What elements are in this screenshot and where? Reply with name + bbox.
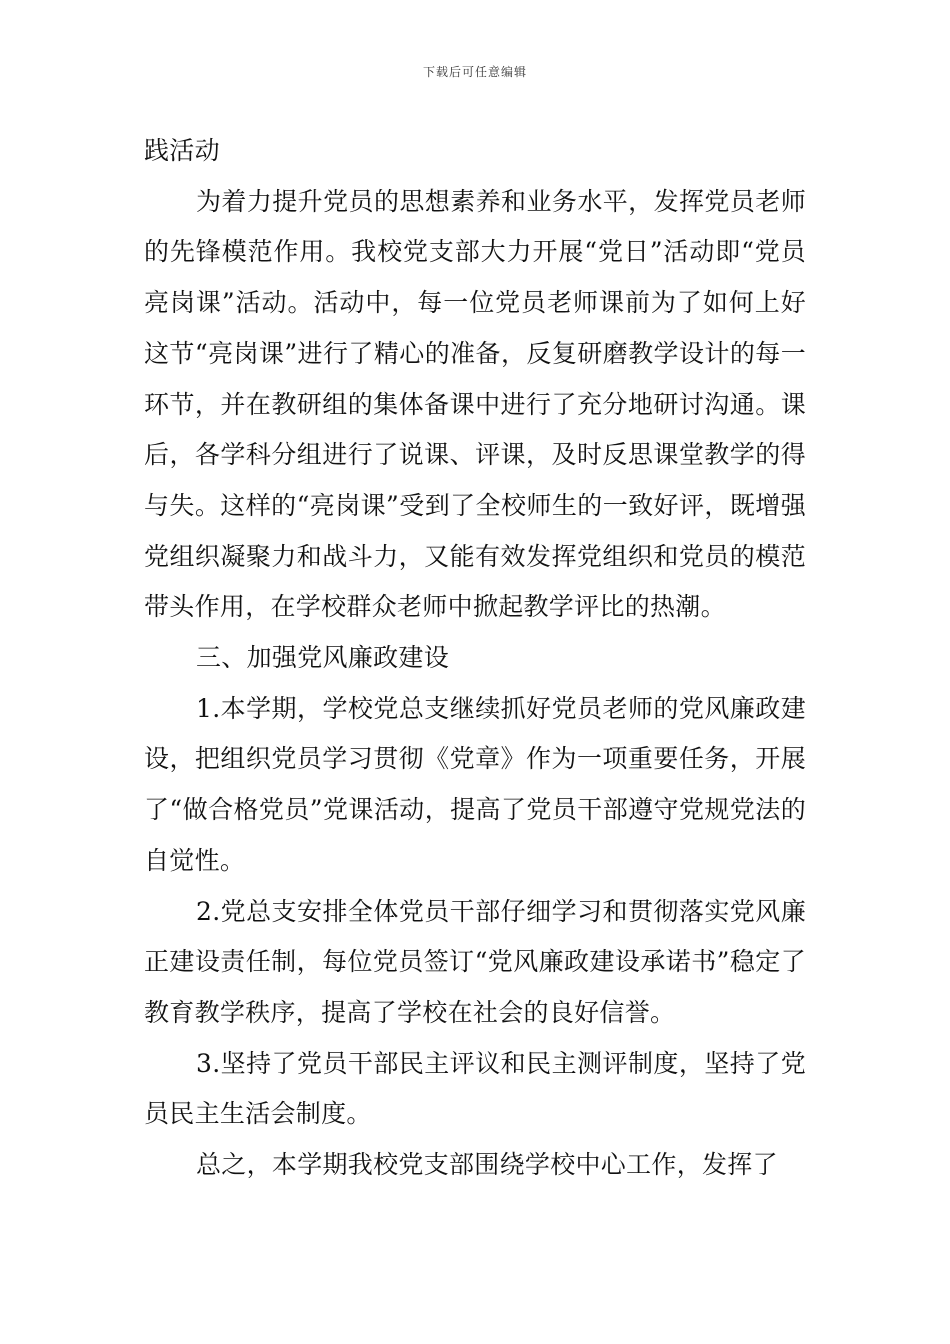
paragraph-continuation: 践活动 [144, 136, 220, 165]
paragraph-party-day-activity: 为着力提升党员的思想素养和业务水平，发挥党员老师的先锋模范作用。我校党支部大力开展“党日”活动即“党员亮岗课”活动。活动中，每一位党员老师课前为了如何上好这节“亮岗课”进行了精心的准备，反复研磨教学设计的每一环节，并在教研组的集体备课中进行了充分地研讨沟通。课后，各学科分组进行了说课、评课，及时反思课堂教学的得与失。这样的“亮岗课”受到了全校师生的一致好评，既增强党组织凝聚力和战斗力，又能有效发挥党组织和党员的模范带头作用，在学校群众老师中掀起教学评比的热潮。 [144, 186, 806, 622]
section-heading-integrity: 三、加强党风廉政建设 [196, 643, 450, 673]
document-body [144, 126, 806, 1191]
paragraph-item-3: 3.坚持了党员干部民主评议和民主测评制度，坚持了党员民主生活会制度。 [144, 1048, 806, 1129]
page-header-note: 下载后可任意编辑 [422, 65, 527, 79]
paragraph-item-2: 2.党总支安排全体党员干部仔细学习和贯彻落实党风廉正建设责任制，每位党员签订“党风廉政建设承诺书”稳定了教育教学秩序，提高了学校在社会的良好信誉。 [144, 896, 806, 1027]
paragraph-summary: 总之，本学期我校党支部围绕学校中心工作，发挥了 [196, 1150, 778, 1180]
paragraph-item-1: 1.本学期，学校党总支继续抓好党员老师的党风廉政建设，把组织党员学习贯彻《党章》作为一项重要任务，开展了“做合格党员”党课活动，提高了党员干部遵守党规党法的自觉性。 [144, 693, 806, 875]
